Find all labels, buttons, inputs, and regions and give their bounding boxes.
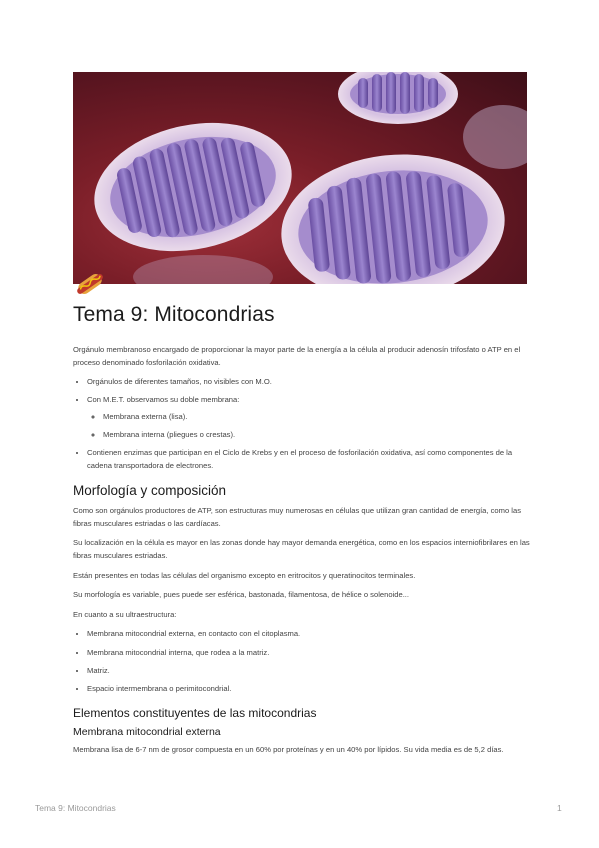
list-item: • Espacio intermembrana o perimitocondrial. (87, 683, 533, 696)
intro-paragraph: Orgánulo membranoso encargado de proporcionar la mayor parte de la energía a la célula al producir adenosín trifosfato o ATP en el proceso denominado fosforilación oxidativa. (73, 345, 521, 367)
list-item-text: Con M.E.T. observamos su doble membrana: (87, 395, 240, 405)
section-heading-elementos: Elementos constituyentes de las mitocondrias (73, 706, 317, 721)
paragraph: Como son orgánulos productores de ATP, son estructuras muy numerosas en células que utilizan gran cantidad de energía, como las fibras musculares estriadas o las cardíacas. (73, 506, 522, 528)
footer-title: Tema 9: Mitocondrias (35, 803, 116, 813)
sublist-item: ◦ Membrana externa (lisa). (103, 411, 533, 424)
list-item: • Membrana mitocondrial externa, en contacto con el citoplasma. (87, 628, 533, 641)
list-item (87, 394, 533, 441)
features-list (73, 376, 533, 472)
paragraph: Membrana lisa de 6-7 nm de grosor compuesta en un 60% por proteínas y en un 40% por lípidos. Su vida media es de 5,2 días. (73, 745, 504, 755)
subsection-heading-membrana-externa: Membrana mitocondrial externa (73, 726, 221, 739)
page-number: 1 (557, 803, 562, 813)
mitochondria-illustration (73, 72, 527, 284)
document-body (73, 344, 533, 764)
list-item: • Membrana mitocondrial interna, que rodea a la matriz. (87, 647, 533, 660)
paragraph: Su localización en la célula es mayor en las zonas donde hay mayor demanda energética, como en los espacios interniofibrilares en las fibras musculares estriadas. (73, 538, 530, 561)
paragraph: En cuanto a su ultraestructura: (73, 609, 177, 619)
list-item: • Matriz. (87, 665, 533, 678)
section-heading-morfologia: Morfología y composición (73, 483, 227, 499)
hotdog-icon (75, 269, 105, 299)
paragraph: Están presentes en todas las células del organismo excepto en eritrocitos y queratinocitos terminales. (73, 570, 416, 580)
page-title: Tema 9: Mitocondrias (73, 303, 275, 326)
paragraph: Su morfología es variable, pues puede ser esférica, bastonada, filamentosa, de hélice o solenoide... (73, 590, 410, 600)
ultrastructure-list (73, 628, 533, 695)
list-item: • Contienen enzimas que participan en el Ciclo de Krebs y en el proceso de fosforilación oxidativa, así como componentes de la cadena transportadora de electrones. (87, 447, 533, 472)
membrane-sublist (87, 411, 533, 442)
list-item: • Orgánulos de diferentes tamaños, no visibles con M.O. (87, 376, 533, 389)
sublist-item: ◦ Membrana interna (pliegues o crestas). (103, 429, 533, 442)
